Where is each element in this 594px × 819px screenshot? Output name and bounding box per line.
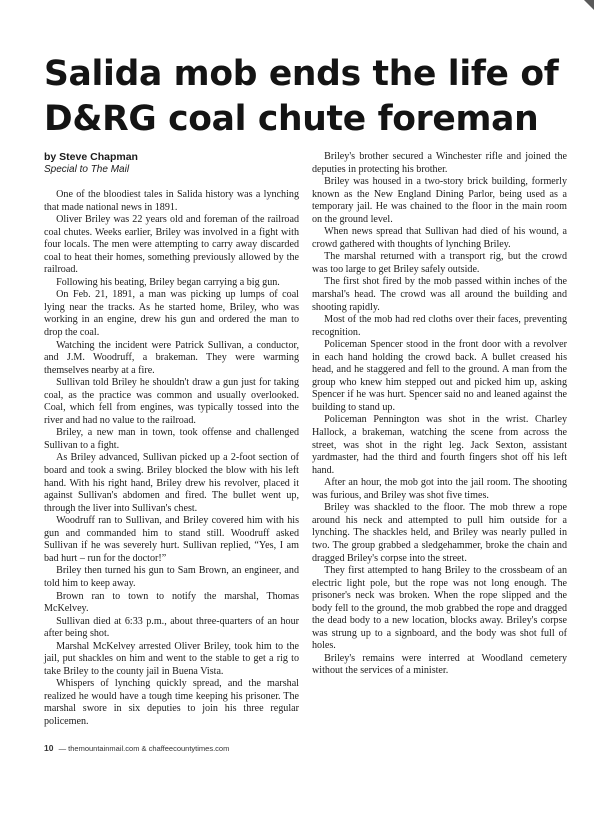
- byline-affiliation: Special to The Mail: [44, 164, 130, 175]
- article-paragraph: Policeman Pennington was shot in the wrist. Charley Hallock, a brakeman, watching the scene from across the street, was shot in the right leg. Jack Sexton, assistant yardmaster, had the third and fourth fingers shot off his left hand.: [312, 414, 567, 476]
- article-paragraph: Marshal McKelvey arrested Oliver Briley, took him to the jail, put shackles on him and went to the stable to get a rig to take Briley to the county jail in Buena Vista.: [44, 640, 299, 677]
- article-paragraph: Whispers of lynching quickly spread, and the marshal realized he would have a tough time keeping his prisoner. The marshal swore in six deputies to join his three regular policemen.: [44, 678, 299, 727]
- article-paragraph: After an hour, the mob got into the jail room. The shooting was furious, and Briley was shot five times.: [312, 477, 567, 501]
- article-paragraph: On Feb. 21, 1891, a man was picking up lumps of coal lying near the tracks. As he started home, Briley, who was working in an engine, drew his gun and ordered the man to drop the coal.: [44, 289, 299, 339]
- page-number: 10: [44, 743, 54, 753]
- article-paragraph: Briley, a new man in town, took offense and challenged Sullivan to a fight.: [44, 427, 299, 451]
- article-paragraph: Sullivan told Briley he shouldn't draw a gun just for taking coal, as the practice was common and usually overlooked. Coal, which fell from engines, was typically tossed into the river and had no value to the railroad.: [44, 377, 299, 426]
- page-footer: [44, 743, 229, 753]
- article-paragraph: Briley was shackled to the floor. The mob threw a rope around his neck and attempted to pull him outside for a lynching. The shackles held, and Briley was nearly pulled in two. The group grabbed a sledgehammer, broke the chain and dragged Briley's corpse into the street.: [312, 502, 567, 564]
- article-paragraph: The marshal returned with a transport rig, but the crowd was too large to get Briley safely outside.: [312, 251, 567, 275]
- article-paragraph: Policeman Spencer stood in the front door with a revolver in each hand holding the crowd back. A bullet creased his head, and he staggered and fell to the ground. A man from the group who knew him stepped out and picked him up, asking Spencer if he was hurt. Spencer said no and leaned against the building to stand up.: [312, 339, 567, 413]
- article-body: [44, 151, 567, 741]
- footer-separator: —: [58, 744, 67, 753]
- article-paragraph: As Briley advanced, Sullivan picked up a 2-foot section of board and took a swing. Briley blocked the blow with his left hand. With his right hand, Briley drew his revolver, placed it against Sullivan's abdomen and fired. The bullet went up, through the liver into Sullivan's chest.: [44, 452, 299, 514]
- byline-author: by Steve Chapman: [44, 151, 138, 163]
- article-paragraph: Following his beating, Briley began carrying a big gun.: [56, 276, 280, 288]
- article-paragraph: Oliver Briley was 22 years old and foreman of the railroad coal chutes. Weeks earlier, Briley was involved in a fight with four locals. The men were attempting to carry away discarded coal to heat their homes, something previously allowed by the railroad.: [44, 214, 299, 276]
- article-paragraph: Sullivan died at 6:33 p.m., about three-quarters of an hour after being shot.: [44, 615, 299, 640]
- article-paragraph: Watching the incident were Patrick Sullivan, a conductor, and J.M. Woodruff, a brakeman. They were warming themselves nearby at a fire.: [44, 339, 299, 376]
- article-paragraph: Woodruff ran to Sullivan, and Briley covered him with his gun and commanded him to stand still. Woodruff asked Sullivan if he was severely hurt. Sullivan replied, “Yes, I am bad hurt – run for the doctor!”: [44, 515, 299, 564]
- article-paragraph: The first shot fired by the mob passed within inches of the marshal's head. The crowd was all around the building and shooting rapidly.: [312, 276, 567, 313]
- footer-websites: themountainmail.com & chaffeecountytimes.com: [68, 744, 230, 753]
- article-paragraph: Briley then turned his gun to Sam Brown, an engineer, and told him to keep away.: [44, 565, 299, 589]
- article-paragraph: When news spread that Sullivan had died of his wound, a crowd gathered with thoughts of lynching Briley.: [312, 226, 567, 250]
- article-paragraph: Brown ran to town to notify the marshal, Thomas McKelvey.: [44, 590, 299, 615]
- page-corner-mark: [584, 0, 594, 10]
- article-paragraph: Briley's remains were interred at Woodland cemetery without the services of a minister.: [312, 652, 567, 677]
- headline: Salida mob ends the life of D&RG coal chute foreman: [44, 54, 559, 139]
- article-paragraph: Briley's brother secured a Winchester rifle and joined the deputies in protecting his brother.: [312, 151, 567, 175]
- article-paragraph: Most of the mob had red cloths over their faces, preventing recognition.: [312, 314, 567, 338]
- article-paragraph: Briley was housed in a two-story brick building, formerly known as the New England Dining Parlor, being used as a temporary jail. He was chained to the floor in the main room on the ground level.: [312, 176, 567, 225]
- article-paragraph: They first attempted to hang Briley to the crossbeam of an electric light pole, but the rope was not long enough. The prisoner's neck was broken. When the rope slipped and the body fell to the ground, the mob grabbed the rope and dragged the dead body to a new location, blocks away. Briley's corpse was strung up to a signboard, and the body was shot full of holes.: [312, 565, 567, 652]
- article-paragraph: One of the bloodiest tales in Salida history was a lynching that made national news in 1891.: [44, 189, 299, 213]
